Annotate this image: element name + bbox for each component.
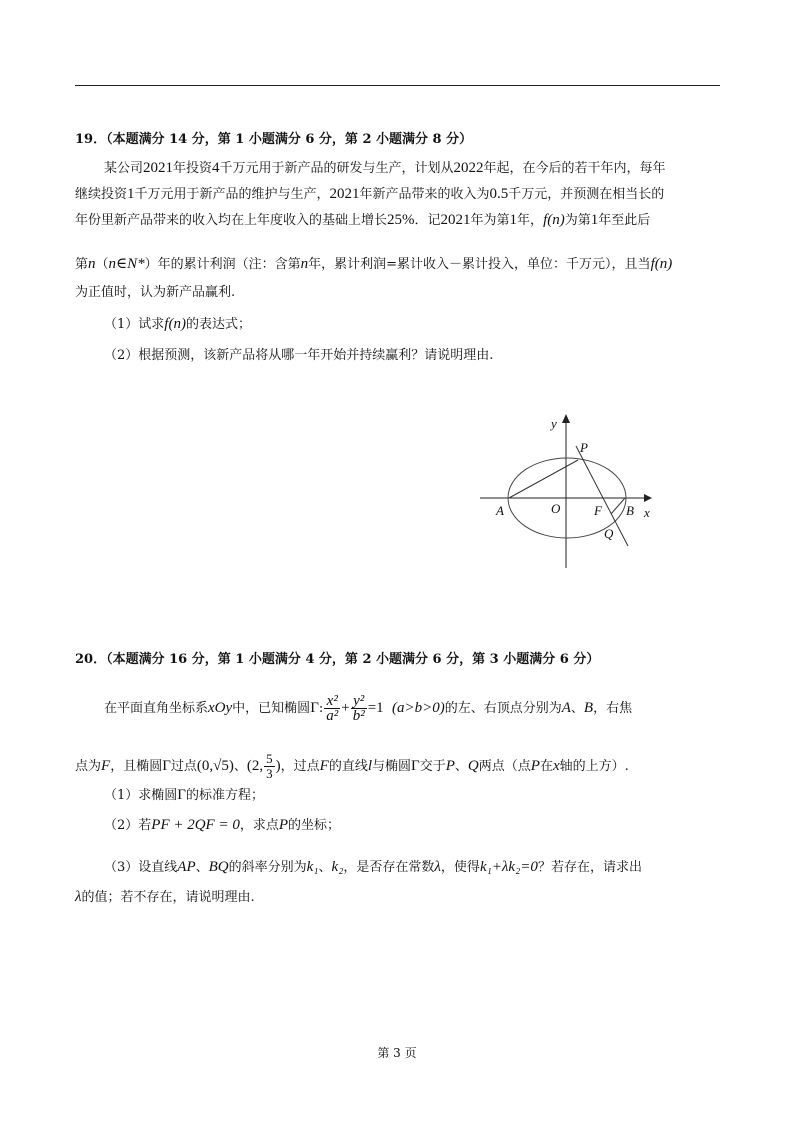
- q20-sub-1: （1）求椭圆Γ的标准方程；: [104, 787, 264, 803]
- label-y: y: [551, 416, 557, 431]
- q19-para-line-2: 继续投资1千万元用于新产品的维护与生产，2021年新产品带来的收入为0.5千万元，并预测在相当长的: [75, 186, 665, 202]
- label-a: A: [496, 503, 504, 518]
- q19-header: 19．（本题满分 14 分，第 1 小题满分 6 分，第 2 小题满分 8 分）: [75, 132, 473, 147]
- q20-sub-3-cont: λ的值；若不存在，请说明理由.: [75, 889, 255, 905]
- label-f: F: [594, 503, 602, 518]
- frac-x2-a2: $\frac{\text{x²}}{\text{a²}}$: [326, 693, 339, 724]
- frac-5-3: $\frac{5}{3}$: [266, 751, 273, 781]
- q20-header: 20．（本题满分 16 分，第 1 小题满分 4 分，第 2 小题满分 6 分，第 3 小题满分 6 分）: [75, 652, 600, 667]
- page-number: 第 3 页: [377, 1046, 417, 1060]
- label-x: x: [644, 505, 650, 520]
- q20-para-line-2: 点为F，且椭圆Γ过点(0,√5)、(2, $\frac{5}{3}$ )，过点F的直线l与椭圆Γ交于P、Q两点（点P在x轴的上方）.: [75, 751, 629, 781]
- x-axis-arrow-icon: [644, 494, 652, 502]
- q20-sub-3: （3）设直线AP、BQ的斜率分别为k₁、k₂，是否存在常数λ，使得k₁+λk₂=0？若存在，请求出: [104, 859, 642, 875]
- q20-sub-2: （2）若PF + 2QF = 0，求点P的坐标；: [104, 817, 341, 833]
- q19-sub-1: （1）试求f(n)的表达式；: [104, 316, 251, 332]
- frac-y2-b2: $\frac{\text{y²}}{\text{b²}}$: [352, 693, 365, 724]
- q19-sub-2: （2）根据预测，该新产品将从哪一年开始并持续赢利？请说明理由.: [104, 348, 494, 363]
- q20-para-line-1: 在平面直角坐标系xOy中，已知椭圆Γ: $\frac{\text{x²}}{\text{a²}}$ + $\frac{\text{y²}}{\text{b²}}$ =1 (a>b>0)的左、右顶点分别为A、B，右焦: [104, 693, 633, 724]
- q19-para-line-3: 年份里新产品带来的收入均在上年度收入的基础上增长25%．记2021年为第1年，f(n)为第1年至此后: [75, 212, 651, 228]
- q19-para-line-4: 第n（n∈N*）年的累计利润（注：含第n年，累计利润=累计收入－累计投入，单位：千万元），且当f(n): [75, 256, 673, 272]
- line-pq: [576, 446, 628, 546]
- label-o: O: [551, 501, 561, 516]
- label-p: P: [580, 440, 588, 455]
- line-ap: [509, 460, 578, 498]
- q19-para-line-1: 某公司2021年投资4千万元用于新产品的研发与生产，计划从2022年起，在今后的若干年内，每年: [104, 160, 666, 176]
- label-b: B: [626, 503, 634, 518]
- y-axis-arrow-icon: [562, 414, 570, 423]
- label-q: Q: [604, 526, 614, 541]
- q19-para-line-5: 为正值时，认为新产品赢利.: [75, 285, 236, 300]
